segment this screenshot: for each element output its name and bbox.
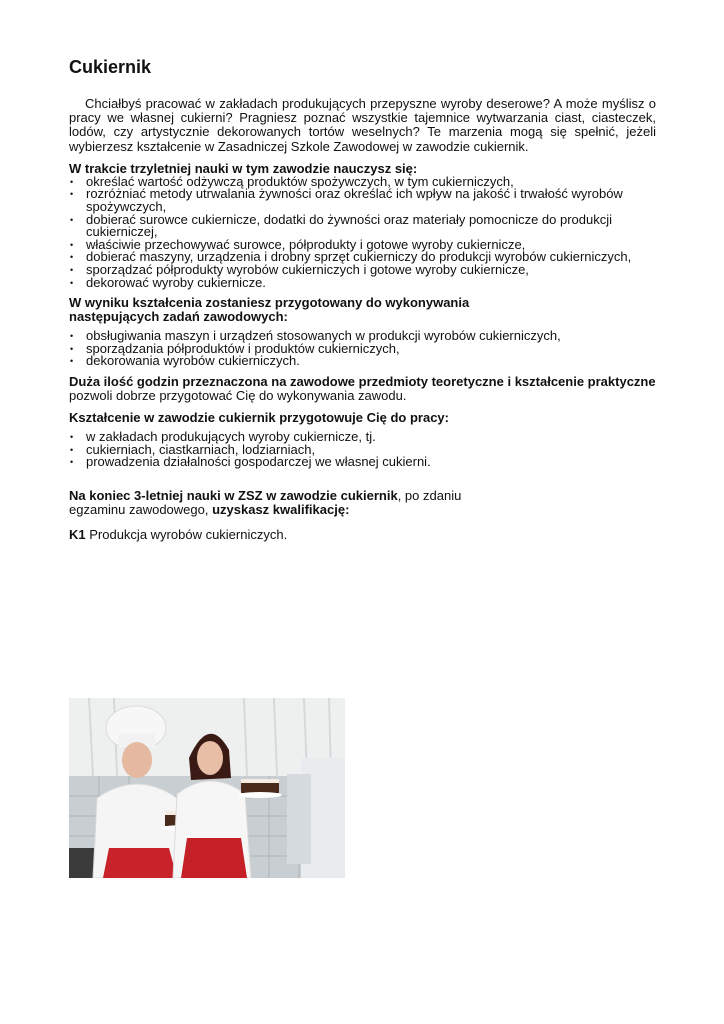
photo-pastry-chefs — [69, 698, 345, 878]
work-heading: Kształcenie w zawodzie cukiernik przygotowuje Cię do pracy: — [69, 409, 449, 425]
intro-paragraph: Chciałbyś pracować w zakładach produkujących przepyszne wyroby deserowe? A może myślisz o pracy we własnej cukierni? Pragniesz poznać wszystkie tajemnice wytwarzania ciast, ciasteczek, lodów, czy artystycznie dekorowanych tortów weselnych? Te marzenia mogą się spełnić, jeżeli wybierzesz kształcenie w Zasadniczej Szkole Zawodowej w zawodzie cukiernik. — [69, 96, 656, 154]
list-item: • sporządzać półprodukty wyrobów cukierniczych i gotowe wyroby cukiernicze, — [69, 264, 656, 277]
list-item: • obsługiwania maszyn i urządzeń stosowanych w produkcji wyrobów cukierniczych, — [69, 330, 656, 343]
page-title: Cukiernik — [69, 57, 152, 77]
qualification-mid: , po zdaniu egzaminu zawodowego, — [69, 487, 462, 517]
k1-paragraph — [69, 528, 656, 542]
tasks-list — [69, 330, 656, 368]
list-item: • dekorowania wyrobów cukierniczych. — [69, 355, 656, 368]
list-item: • sporządzania półproduktów i produktów cukierniczych, — [69, 343, 656, 356]
learn-list — [69, 173, 656, 290]
list-item: • określać wartość odżywczą produktów spożywczych, w tym cukierniczych, — [69, 176, 656, 189]
hours-bold: Duża ilość godzin przeznaczona na zawodowe przedmioty teoretyczne i kształcenie praktyczne — [69, 373, 656, 389]
hours-rest: pozwoli dobrze przygotować Cię do wykonywania zawodu. — [69, 387, 407, 403]
list-item: • prowadzenia działalności gospodarczej we własnej cukierni. — [69, 456, 656, 469]
list-item: • właściwie przechowywać surowce, półprodukty i gotowe wyroby cukiernicze, — [69, 239, 656, 252]
work-list — [69, 428, 656, 470]
hours-paragraph — [69, 375, 656, 403]
qualification-label: uzyskasz kwalifikację: — [212, 501, 350, 517]
list-item: • dekorować wyroby cukiernicze. — [69, 277, 656, 290]
list-item: • dobierać surowce cukiernicze, dodatki do żywności oraz materiały pomocnicze do produkcji cukierniczej, — [69, 214, 656, 239]
list-item: • rozróżniać metody utrwalania żywności oraz określać ich wpływ na jakość i trwałość wyrobów spożywczych, — [69, 188, 656, 213]
document-page — [69, 56, 656, 542]
list-item: • cukierniach, ciastkarniach, lodziarniach, — [69, 444, 656, 457]
learn-heading: W trakcie trzyletniej nauki w tym zawodzie nauczysz się: — [69, 160, 418, 176]
k1-text: Produkcja wyrobów cukierniczych. — [85, 526, 288, 542]
tasks-heading: W wyniku kształcenia zostaniesz przygotowany do wykonywania następujących zadań zawodowych: — [69, 295, 470, 325]
list-item: • w zakładach produkujących wyroby cukiernicze, tj. — [69, 431, 656, 444]
qualification-paragraph — [69, 489, 469, 517]
k1-code: K1 — [69, 526, 86, 542]
list-item: • dobierać maszyny, urządzenia i drobny sprzęt cukierniczy do produkcji wyrobów cukierniczych, — [69, 251, 656, 264]
qualification-bold: Na koniec 3-letniej nauki w ZSZ w zawodzie cukiernik — [69, 487, 398, 503]
